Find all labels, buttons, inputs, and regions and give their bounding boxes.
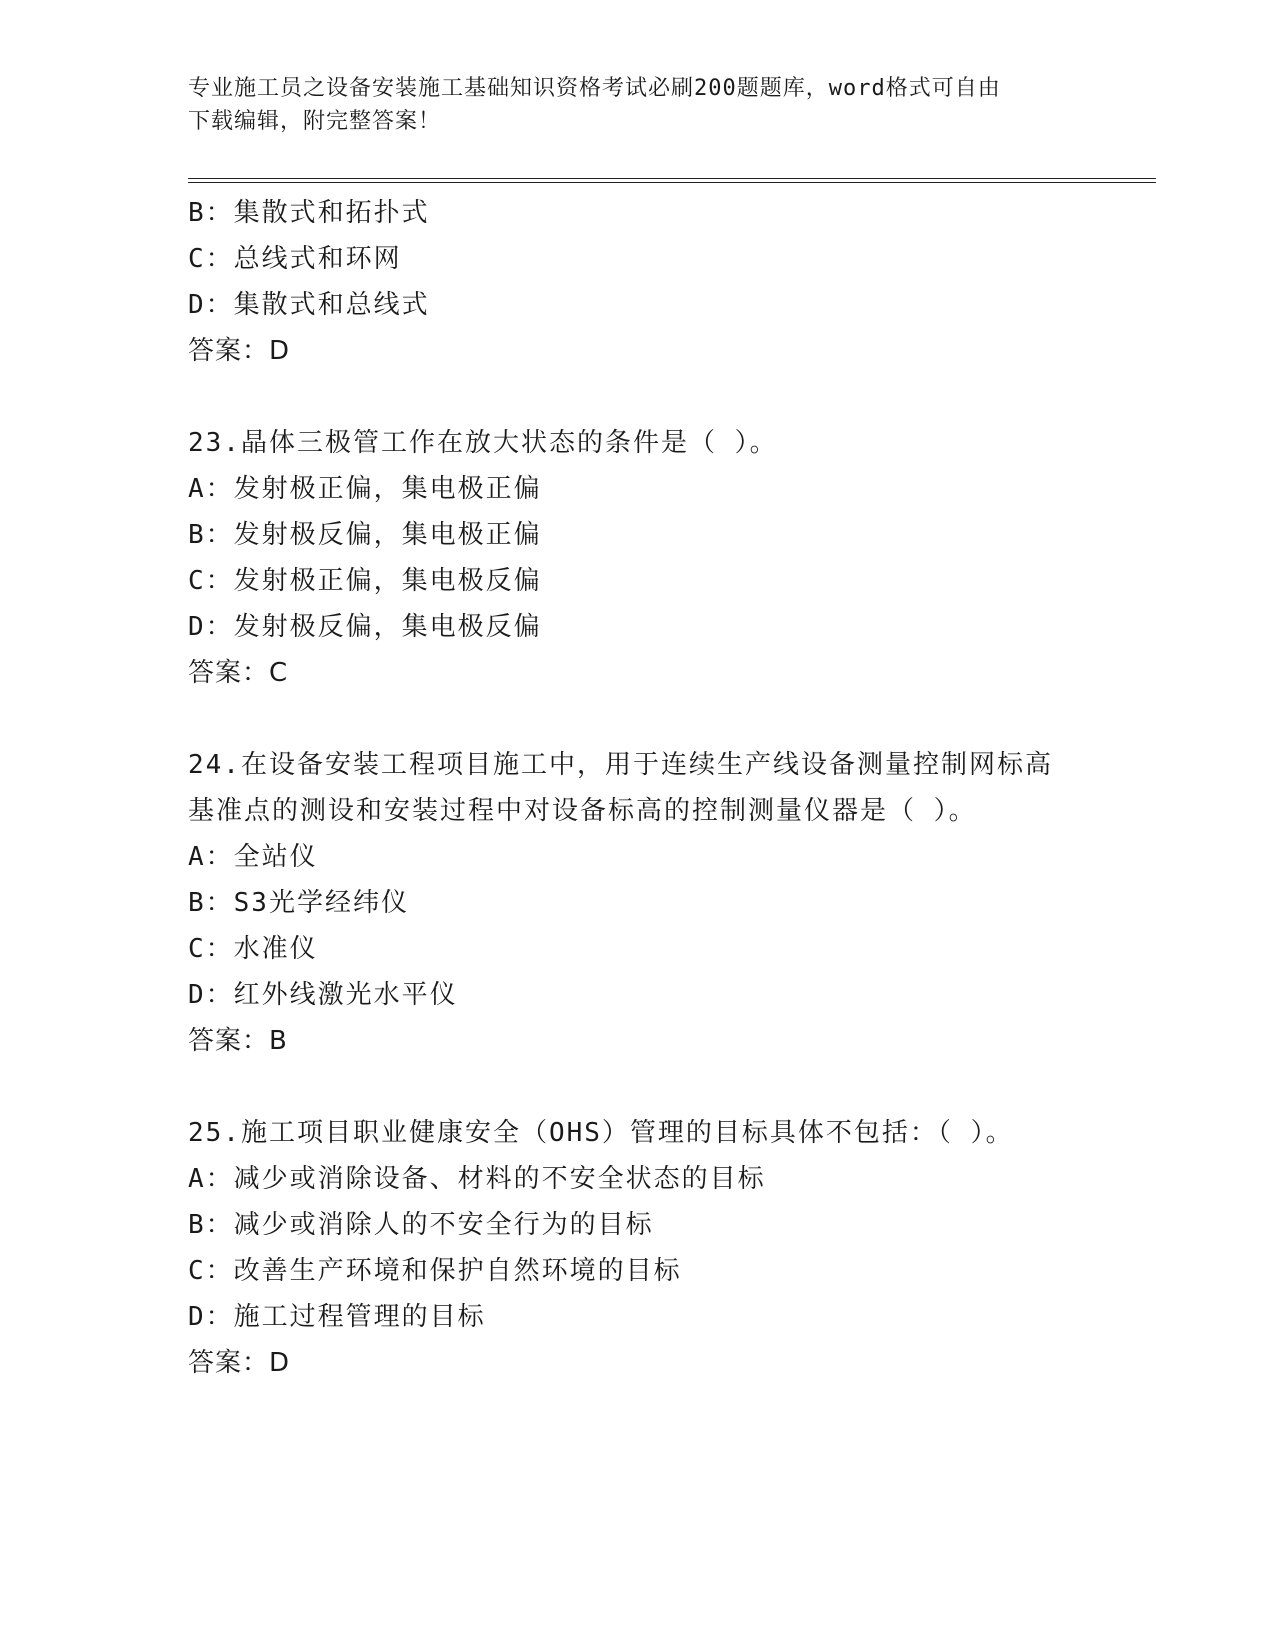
- document-header: [188, 72, 1078, 138]
- question-block-24: [188, 742, 1088, 1064]
- option-a: A：减少或消除设备、材料的不安全状态的目标: [188, 1164, 766, 1194]
- answer-line: 答案：D: [188, 336, 291, 366]
- answer-line: 答案：C: [188, 658, 289, 688]
- spacer: [188, 696, 1088, 742]
- header-title-line1: 专业施工员之设备安装施工基础知识资格考试必刷200题题库，word格式可自由: [188, 76, 1001, 101]
- header-divider-top: [188, 178, 1156, 179]
- option-d: D：红外线激光水平仪: [188, 980, 458, 1010]
- question-text: 23.晶体三极管工作在放大状态的条件是（ ）。: [188, 428, 778, 458]
- header-divider-bottom: [188, 182, 1156, 183]
- header-title-line2: 下载编辑，附完整答案！: [188, 109, 442, 134]
- option-a: A：全站仪: [188, 842, 318, 872]
- option-d: D：施工过程管理的目标: [188, 1302, 486, 1332]
- option-c: C：水准仪: [188, 934, 318, 964]
- spacer: [188, 1064, 1088, 1110]
- option-b: B：S3光学经纬仪: [188, 888, 409, 918]
- option-d: D：发射极反偏，集电极反偏: [188, 612, 542, 642]
- spacer: [188, 374, 1088, 420]
- option-c: C：改善生产环境和保护自然环境的目标: [188, 1256, 682, 1286]
- question-block-22-continued: [188, 190, 1088, 374]
- answer-line: 答案：D: [188, 1348, 291, 1378]
- question-block-25: [188, 1110, 1088, 1386]
- option-c: C：发射极正偏，集电极反偏: [188, 566, 542, 596]
- answer-line: 答案：B: [188, 1026, 288, 1056]
- question-block-23: [188, 420, 1088, 696]
- option-d: D：集散式和总线式: [188, 290, 430, 320]
- question-text-line2: 基准点的测设和安装过程中对设备标高的控制测量仪器是（ ）。: [188, 796, 977, 826]
- option-b: B：集散式和拓扑式: [188, 198, 430, 228]
- question-text: 25.施工项目职业健康安全（OHS）管理的目标具体不包括：（ ）。: [188, 1118, 1014, 1148]
- question-text-line1: 24.在设备安装工程项目施工中，用于连续生产线设备测量控制网标高: [188, 750, 1053, 780]
- option-b: B：发射极反偏，集电极正偏: [188, 520, 542, 550]
- option-a: A：发射极正偏，集电极正偏: [188, 474, 542, 504]
- option-c: C：总线式和环网: [188, 244, 402, 274]
- question-list: [188, 190, 1088, 1386]
- option-b: B：减少或消除人的不安全行为的目标: [188, 1210, 654, 1240]
